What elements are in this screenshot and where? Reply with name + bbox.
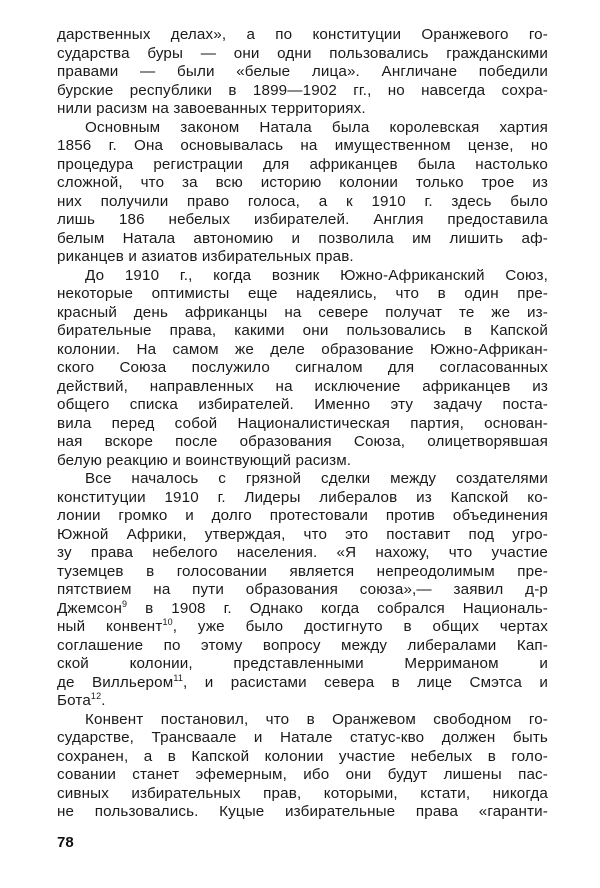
text-line: сохранен, а в Капской колонии участие небелых в голо-: [57, 747, 548, 765]
footnote-ref: 10: [162, 617, 173, 627]
text-line: ской колонии, представленными Мерриманом и: [57, 655, 548, 672]
text-line: риканцев и азиатов избирательных прав.: [57, 248, 354, 265]
text-line: правами — были «белые лица». Англичане победили: [57, 63, 548, 80]
text-line: конституции 1910 г. Лидеры либералов из Капской ко-: [57, 488, 548, 506]
text-line: 1856 г. Она основывалась на имущественном цензе, но: [57, 137, 548, 154]
text-line: лонии громко и долго протестовали против объединения: [57, 507, 548, 524]
text-line: туземцев в голосовании является непреодолимым пре-: [57, 562, 548, 580]
text-line: нили расизм на завоеванных территориях.: [57, 100, 366, 117]
text-line: сложной, что за всю историю колонии только трое из: [57, 174, 548, 191]
text-line: совании станет эфемерным, ибо они будут лишены пас-: [57, 766, 548, 783]
paragraph: [57, 26, 548, 119]
text-line: ная вскоре после образования Союза, олицетворявшая: [57, 433, 548, 450]
text-line: процедура регистрации для африканцев была настолько: [57, 155, 548, 173]
text-line: дарственных делах», а по конституции Оранжевого го-: [57, 26, 548, 43]
text-line: бурские республики в 1899—1902 гг., но навсегда сохра-: [57, 81, 548, 99]
footnote-ref: 11: [173, 672, 183, 683]
text-line: колонии. На самом же деле образование Южно-Африкан-: [57, 340, 548, 358]
text-line: некоторые оптимисты еще надеялись, что в один пре-: [57, 285, 548, 302]
text-line: Конвент постановил, что в Оранжевом свободном го-: [85, 710, 548, 728]
text-line: пятствием на пути образования союза»,— заявил д-р: [57, 581, 548, 598]
text-line: Основным законом Натала была королевская хартия: [85, 118, 548, 136]
paragraph: [57, 119, 548, 267]
book-page-text: [57, 26, 548, 822]
text-line: сударства буры — они одни пользовались гражданскими: [57, 44, 548, 62]
text-line: ный конвент$^{10}$, уже было достигнуто в общих чертах: [57, 617, 548, 635]
text-line: вила перед собой Националистическая партия, основан-: [57, 414, 548, 432]
text-line: До 1910 г., когда возник Южно-Африканский Союз,: [85, 266, 548, 284]
text-line: Все началось с грязной сделки между создателями: [85, 470, 548, 487]
text-line: Южной Африки, утверждая, что это поставит под угро-: [57, 525, 548, 543]
text-line: лишь 186 небелых избирателей. Англия предоставила: [57, 211, 548, 228]
text-line: общего списка избирателей. Именно эту задачу поста-: [57, 396, 548, 413]
text-line: ского Союза послужило сигналом для согласованных: [57, 359, 548, 376]
text-line: действий, направленных на исключение африканцев из: [57, 377, 548, 395]
paragraph: [57, 470, 548, 711]
text-line: не пользовались. Куцые избирательные права «гаранти-: [57, 803, 548, 820]
text-line: сивных избирательных прав, которыми, кстати, никогда: [57, 784, 548, 802]
text-line: де Вилльером$^{11}$, и расистами севера в лице Смэтса и: [57, 672, 548, 691]
text-line: них получили право голоса, а к 1910 г. здесь было: [57, 192, 548, 210]
text-line: красный день африканцы на севере получат те же из-: [57, 303, 548, 321]
text-line: соглашение по этому вопросу между либералами Кап-: [57, 636, 548, 654]
text-line: бирательные права, какими они пользовались в Капской: [57, 322, 548, 339]
text-line: Бота$^{12}$.: [57, 691, 106, 709]
footnote-ref: 12: [90, 691, 102, 701]
paragraph: [57, 267, 548, 471]
paragraph: [57, 711, 548, 822]
text-line: сударстве, Трансваале и Натале статус-кво должен быть: [57, 729, 548, 746]
text-line: белую реакцию и воинствующий расизм.: [57, 451, 352, 469]
footnote-ref: 9: [121, 598, 128, 609]
text-line: зу права небелого населения. «Я нахожу, что участие: [57, 544, 548, 561]
text-line: белым Натала автономию и позволила им лишить аф-: [57, 229, 548, 247]
page-number: 78: [57, 834, 74, 851]
text-line: Джемсон$^9$ в 1908 г. Однако когда собрался Националь-: [57, 598, 548, 617]
